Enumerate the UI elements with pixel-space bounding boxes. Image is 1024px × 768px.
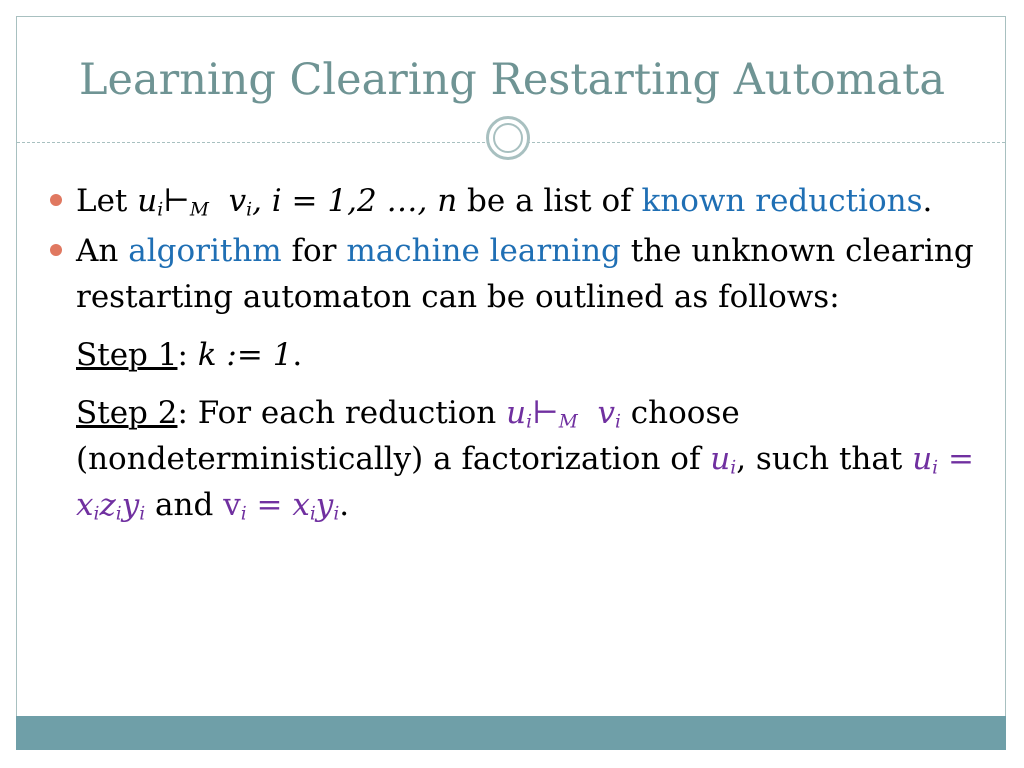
outline-text: the unknown clearing restarting automaton can be outlined as follows: [76,233,974,315]
factorization-formula-u: $u_i = x_iz_iy_i$ [76,441,974,525]
machine-learning-link[interactable]: machine learning [346,233,621,269]
slide-title: Learning Clearing Restarting Automata [79,55,945,105]
step-1: Step 1: k := 1. [76,337,303,373]
bullet-known-reductions: Let $u_i⊢_M$ $v_i$, i = 1,2 …, n be a list of known reductions. [50,178,990,224]
step-1-formula: k := 1 [197,337,293,373]
let-word: Let [76,183,128,219]
known-reductions-link[interactable]: known reductions [641,183,923,219]
bullet-algorithm: An algorithm for machine learning the unknown clearing restarting automaton can be outlined as follows: [50,228,990,320]
ring-ornament-icon [486,116,530,160]
step-1-label: Step 1 [76,337,178,373]
list-text: be a list of [457,183,642,219]
u-i-symbol: $u_i$ [710,441,737,479]
bullet-dot-icon [50,244,62,256]
reduction-formula: $u_i⊢_M$ $v_i$, i = 1,2 …, n [137,183,458,221]
reduction-formula-purple: $u_i⊢_M$ $v_i$ [506,395,621,433]
algorithm-link[interactable]: algorithm [128,233,282,269]
step-2-label: Step 2 [76,395,178,431]
factorization-formula-v: $v_i = x_iy_i$ [223,487,340,525]
slide-content [50,178,990,528]
footer-band [16,716,1006,750]
step-2: Step 2: For each reduction $u_i⊢_M$ $v_i$ choose (nondeterministically) a factorization of $u_i$, such that $u_i = x_iz_iy_i$ and $v_i = x_iy_i$. [76,395,974,525]
bullet-dot-icon [50,194,62,206]
